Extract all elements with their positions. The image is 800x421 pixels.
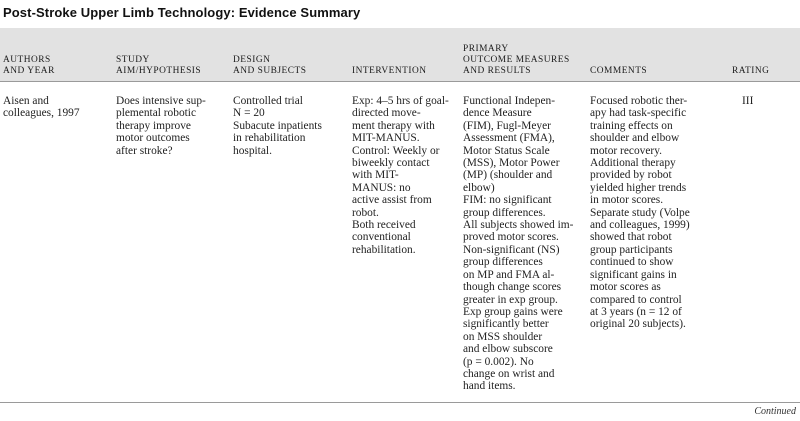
- cell-line: Exp group gains were: [463, 305, 563, 318]
- cell-line: Aisen and: [3, 95, 49, 107]
- cell-line: proved motor scores.: [463, 231, 559, 244]
- cell-line: showed that robot: [590, 231, 672, 244]
- cell-line: MIT-MANUS.: [352, 132, 420, 145]
- cell-line: Exp: 4–5 hrs of goal-: [352, 95, 449, 107]
- cell-line: N = 20: [233, 107, 265, 120]
- cell-line: therapy improve: [116, 119, 191, 132]
- cell-line: on MSS shoulder: [463, 330, 543, 343]
- header-line: AND RESULTS: [463, 66, 531, 76]
- header-line: RATING: [732, 66, 770, 76]
- cell-paragraph: [590, 157, 720, 207]
- header-design: [233, 55, 306, 77]
- cell-line: in motor scores.: [590, 194, 664, 207]
- header-line: OUTCOME MEASURES: [463, 55, 570, 65]
- header-line: AUTHORS: [3, 55, 51, 65]
- table-bottom-rule: [0, 402, 800, 403]
- cell-line: hospital.: [233, 144, 272, 157]
- cell-paragraph: [463, 244, 587, 306]
- cell-line: (p = 0.002). No: [463, 355, 534, 368]
- cell-paragraph: [233, 95, 348, 107]
- header-line: AND SUBJECTS: [233, 66, 307, 76]
- header-rating: [732, 66, 769, 77]
- cell-line: Control: Weekly or: [352, 144, 440, 157]
- cell-line: Both received: [352, 219, 416, 232]
- cell-line: active assist from: [352, 194, 432, 207]
- cell-line: directed move-: [352, 107, 421, 120]
- cell-line: in rehabilitation: [233, 132, 306, 145]
- cell-paragraph: [590, 95, 720, 157]
- cell-line: FIM: no significant: [463, 194, 552, 207]
- cell-line: dence Measure: [463, 107, 532, 120]
- cell-paragraph: [233, 120, 348, 157]
- cell-paragraph: [352, 95, 460, 145]
- cell-line: rehabilitation.: [352, 243, 416, 256]
- cell-line: elbow): [463, 181, 495, 194]
- cell-line: motor scores as: [590, 281, 661, 294]
- cell-line: significant gains in: [590, 268, 677, 281]
- cell-paragraph: [352, 145, 460, 219]
- cell-line: though change scores: [463, 281, 562, 294]
- cell-line: III: [742, 95, 754, 107]
- cell-line: shoulder and elbow: [590, 132, 680, 145]
- cell-line: original 20 subjects).: [590, 318, 686, 331]
- cell-line: with MIT-: [352, 169, 399, 182]
- cell-line: (MSS), Motor Power: [463, 157, 560, 170]
- cell-line: group participants: [590, 243, 673, 256]
- header-intervention: [352, 66, 427, 77]
- cell-line: Subacute inpatients: [233, 119, 322, 132]
- header-authors: [3, 55, 55, 77]
- cell-line: hand items.: [463, 380, 516, 393]
- cell-line: Assessment (FMA),: [463, 132, 555, 145]
- cell-line: apy had task-specific: [590, 107, 687, 120]
- cell-line: Focused robotic ther-: [590, 95, 688, 107]
- cell-line: All subjects showed im-: [463, 219, 574, 232]
- cell-authors: [3, 95, 111, 120]
- cell-line: (MP) (shoulder and: [463, 169, 553, 182]
- cell-paragraph: [116, 95, 228, 157]
- cell-line: conventional: [352, 231, 411, 244]
- cell-paragraph: [352, 219, 460, 256]
- page-title: Post-Stroke Upper Limb Technology: Evidence Summary: [3, 5, 361, 20]
- cell-comments: [590, 95, 720, 331]
- header-line: PRIMARY: [463, 44, 509, 54]
- cell-line: significantly better: [463, 318, 549, 331]
- cell-line: yielded higher trends: [590, 181, 687, 194]
- cell-line: motor recovery.: [590, 144, 663, 157]
- header-bottom-rule: [0, 81, 800, 82]
- header-comments: [590, 66, 647, 77]
- cell-paragraph: [463, 219, 587, 244]
- header-aim: [116, 55, 201, 77]
- cell-line: training effects on: [590, 119, 673, 132]
- cell-line: MANUS: no: [352, 181, 411, 194]
- cell-line: ment therapy with: [352, 119, 435, 132]
- cell-aim: [116, 95, 228, 157]
- cell-line: Non-significant (NS): [463, 243, 560, 256]
- cell-line: plemental robotic: [116, 107, 197, 120]
- cell-line: motor outcomes: [116, 132, 190, 145]
- cell-paragraph: [233, 107, 348, 119]
- cell-line: (FIM), Fugl-Meyer: [463, 119, 551, 132]
- cell-line: Functional Indepen-: [463, 95, 556, 107]
- cell-line: change on wrist and: [463, 367, 555, 380]
- cell-line: Controlled trial: [233, 95, 303, 107]
- cell-line: biweekly contact: [352, 157, 430, 170]
- cell-paragraph: [463, 95, 587, 194]
- cell-line: and colleagues, 1999): [590, 219, 690, 232]
- header-line: COMMENTS: [590, 66, 648, 76]
- header-line: INTERVENTION: [352, 66, 427, 76]
- cell-line: continued to show: [590, 256, 674, 269]
- cell-line: and elbow subscore: [463, 343, 553, 356]
- header-line: AIM/HYPOTHESIS: [116, 66, 202, 76]
- cell-paragraph: [463, 306, 587, 393]
- cell-line: Does intensive sup-: [116, 95, 206, 107]
- cell-paragraph: [463, 194, 587, 219]
- cell-line: at 3 years (n = 12 of: [590, 305, 682, 318]
- cell-line: colleagues, 1997: [3, 107, 80, 120]
- cell-line: group differences: [463, 256, 543, 269]
- cell-rating: [742, 95, 782, 107]
- cell-design: [233, 95, 348, 157]
- cell-line: compared to control: [590, 293, 682, 306]
- cell-paragraph: [590, 207, 720, 331]
- cell-line: after stroke?: [116, 144, 173, 157]
- cell-line: provided by robot: [590, 169, 672, 182]
- cell-line: on MP and FMA al-: [463, 268, 555, 281]
- cell-intervention: [352, 95, 460, 256]
- cell-line: greater in exp group.: [463, 293, 558, 306]
- cell-outcome: [463, 95, 587, 393]
- continued-note: Continued: [754, 406, 796, 417]
- cell-line: Additional therapy: [590, 157, 676, 170]
- cell-line: group differences.: [463, 206, 546, 219]
- cell-line: Motor Status Scale: [463, 144, 550, 157]
- header-line: DESIGN: [233, 55, 271, 65]
- header-line: AND YEAR: [3, 66, 55, 76]
- header-line: STUDY: [116, 55, 150, 65]
- cell-line: Separate study (Volpe: [590, 206, 690, 219]
- cell-line: robot.: [352, 206, 379, 219]
- header-outcome: [463, 44, 570, 77]
